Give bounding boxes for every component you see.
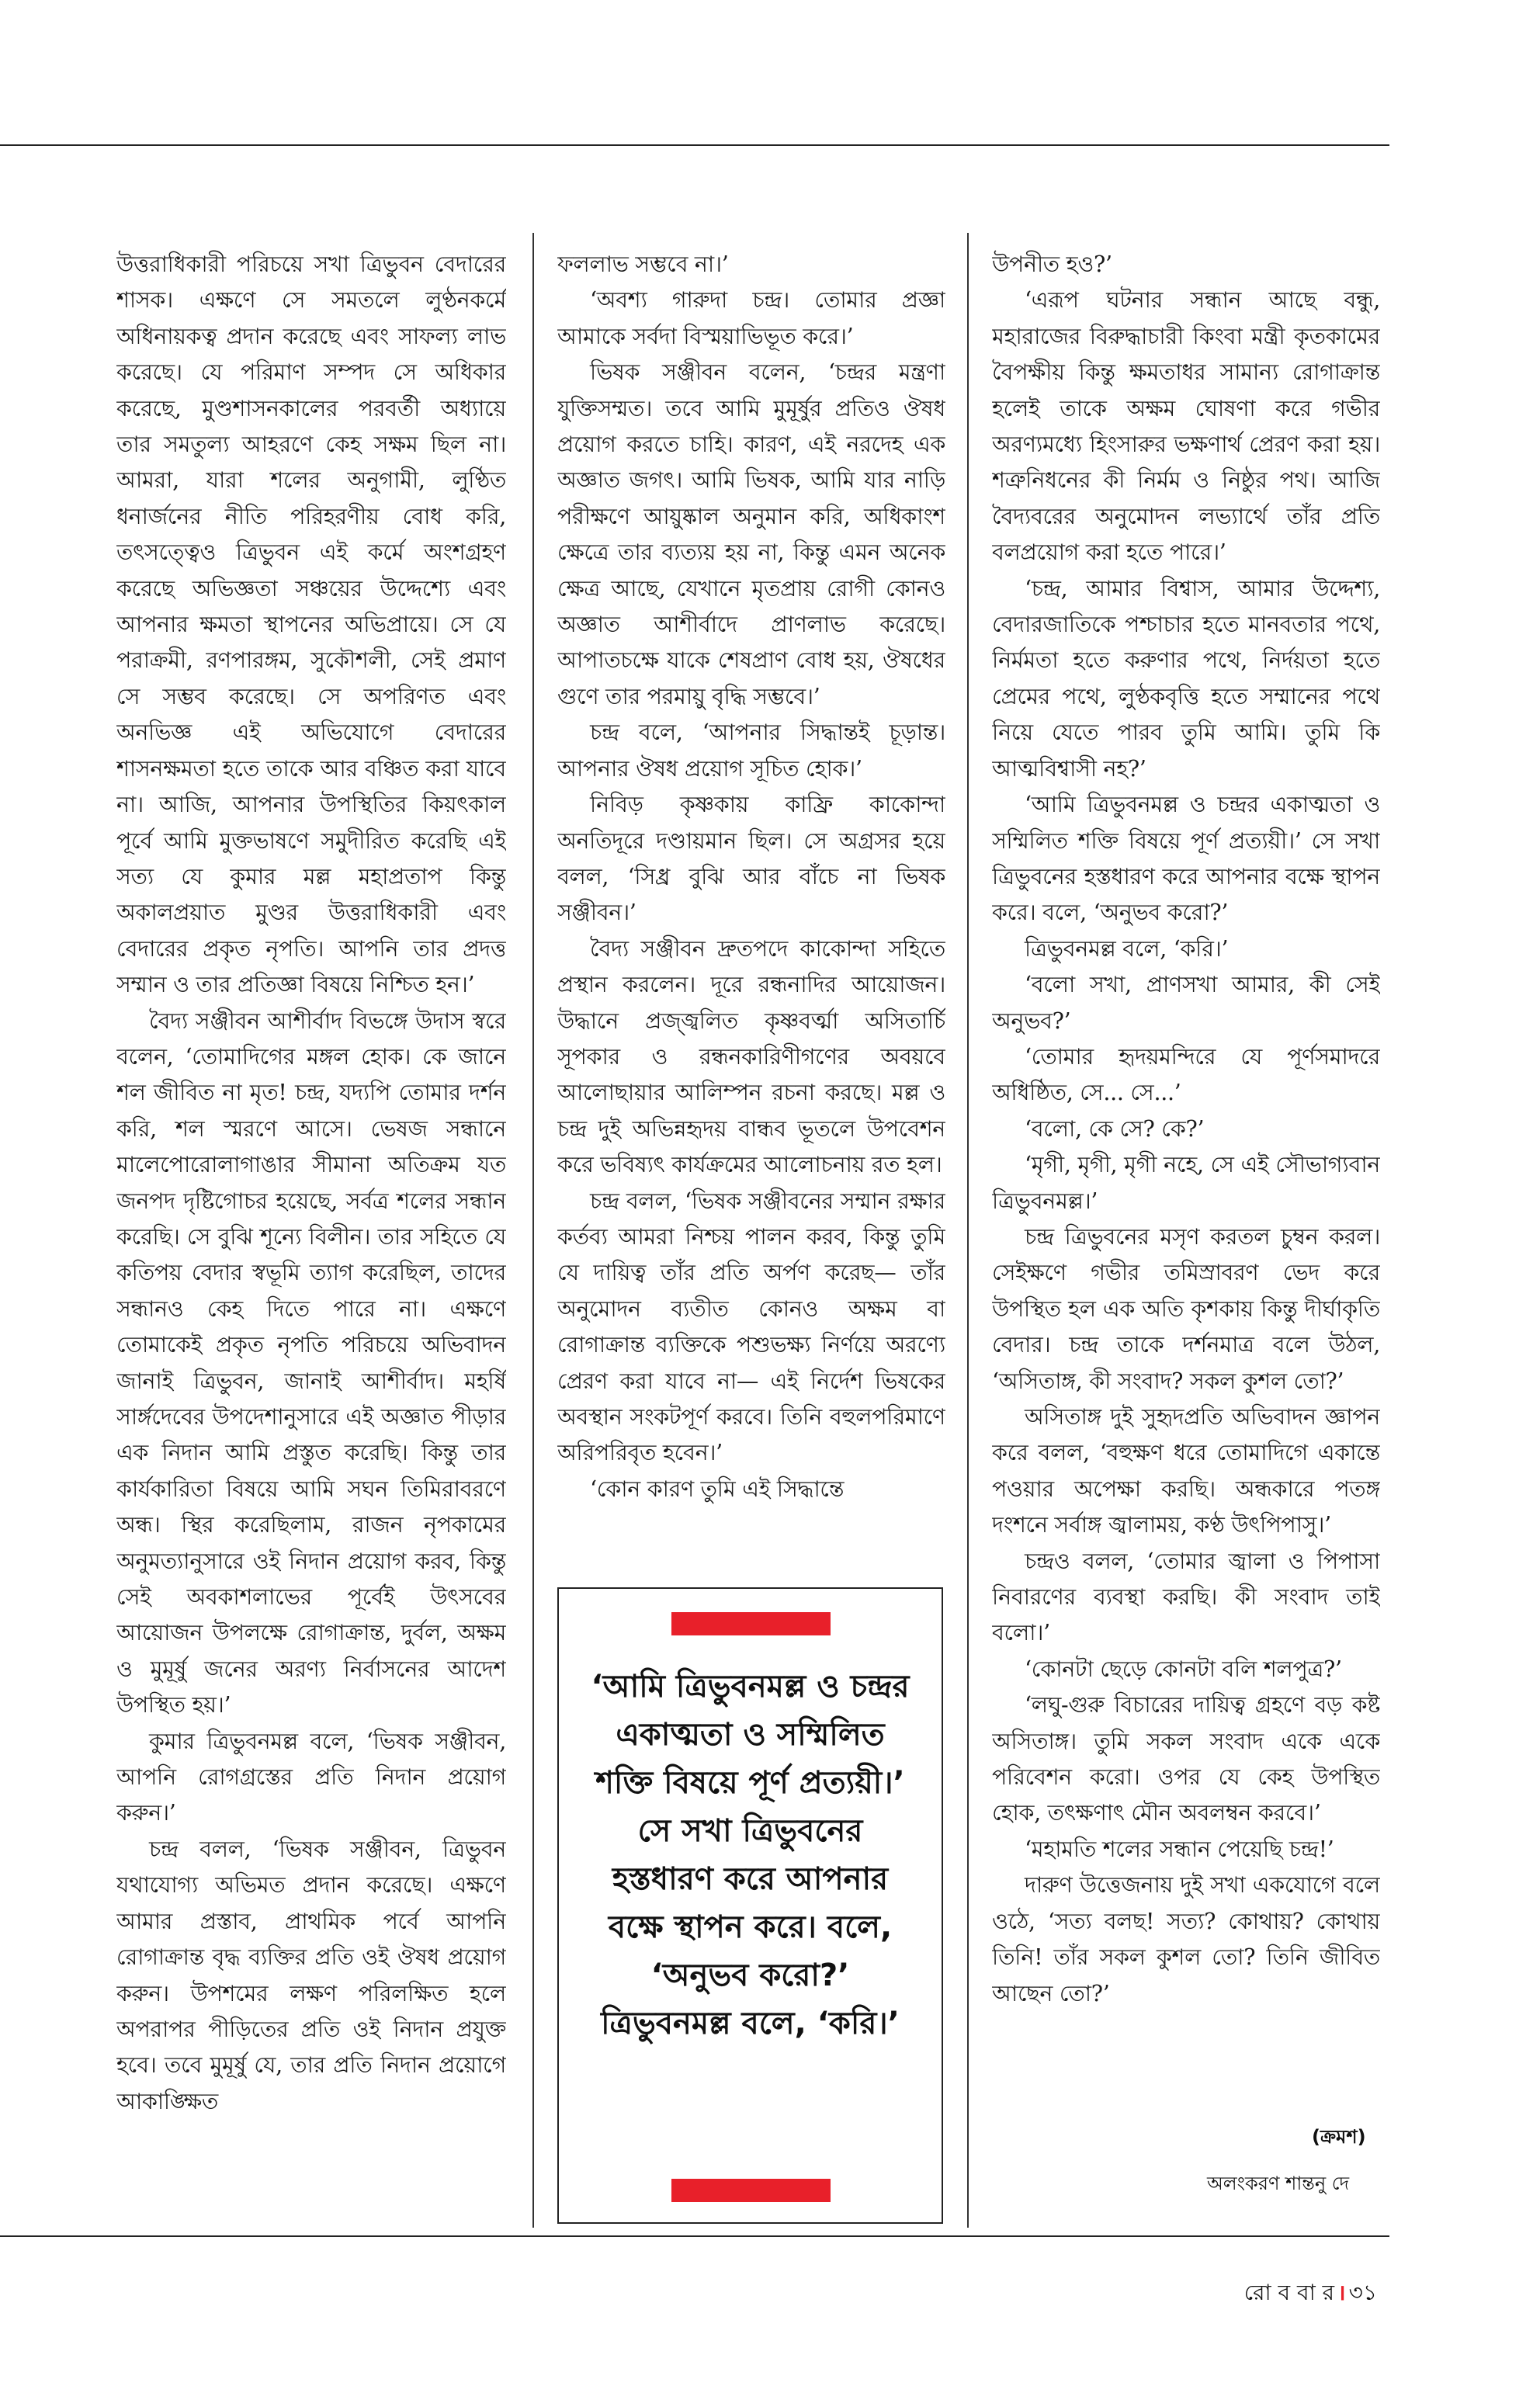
paragraph: চন্দ্র বলে, ‘আপনার সিদ্ধান্তই চূড়ান্ত। আপনার ঔষধ প্রয়োগ সূচিত হোক।’ bbox=[557, 720, 945, 782]
continued-label: (ক্রমশ) bbox=[1312, 2126, 1366, 2148]
article-column-1 bbox=[116, 247, 506, 2222]
paragraph: ‘চন্দ্র, আমার বিশ্বাস, আমার উদ্দেশ্য, বেদারজাতিকে পশ্চাচার হতে মানবতার পথে, নির্মমতা হতে করুণার পথে, নির্দয়তা হতে প্রেমের পথে, লুণ্ঠকবৃত্তি হতে সম্মানের পথে নিয়ে যেতে পারব তুমি আমি। তুমি কি আত্মবিশ্বাসী নহ?’ bbox=[992, 575, 1380, 782]
paragraph: ত্রিভুবনমল্ল বলে, ‘করি।’ bbox=[1025, 935, 1229, 962]
paragraph: নিবিড় কৃষ্ণকায় কাফ্রি কাকোন্দা অনতিদূরে দণ্ডায়মান ছিল। সে অগ্রসর হয়ে বলল, ‘সিধ্র বুঝি আর বাঁচে না ভিষক সঞ্জীবন।’ bbox=[557, 792, 945, 926]
paragraph: ‘অবশ্য গারুদা চন্দ্র। তোমার প্রজ্ঞা আমাকে সর্বদা বিস্ময়াভিভূত করে।’ bbox=[557, 287, 945, 349]
illustration-credit: অলংকরণ শান্তনু দে bbox=[1207, 2173, 1350, 2194]
paragraph: ‘কোনটা ছেড়ে কোনটা বলি শলপুত্র?’ bbox=[1025, 1656, 1342, 1682]
pull-quote-top-bar bbox=[671, 1612, 831, 1635]
column-divider bbox=[532, 233, 534, 2228]
page-footer bbox=[1244, 2276, 1377, 2312]
paragraph: চন্দ্র বলল, ‘ভিষক সঞ্জীবন, ত্রিভুবন যথাযোগ্য অভিমত প্রদান করেছে। এক্ষণে আমার প্রস্তাব, প্রাথমিক পর্বে আপনি রোগাক্রান্ত বৃদ্ধ ব্যক্তির প্রতি ওই ঔষধ প্রয়োগ করুন। উপশমের লক্ষণ পরিলক্ষিত হলে অপরাপর পীড়িতের প্রতি ওই নিদান প্রযুক্ত হবে। তবে মুমূর্ষু যে, তার প্রতি নিদান প্রয়োগে আকাঙ্ক্ষিত bbox=[116, 1836, 506, 2114]
paragraph: ফললাভ সম্ভবে না।’ bbox=[557, 251, 729, 277]
article-column-2 bbox=[557, 247, 945, 1574]
article-column-3 bbox=[992, 247, 1380, 2086]
paragraph: চন্দ্রও বলল, ‘তোমার জ্বালা ও পিপাসা নিবারণের ব্যবস্থা করছি। কী সংবাদ তাই বলো।’ bbox=[992, 1548, 1380, 1646]
magazine-name: রো ব বা র bbox=[1243, 2280, 1334, 2305]
paragraph: ‘মৃগী, মৃগী, মৃগী নহে, সে এই সৌভাগ্যবান ত্রিভুবনমল্ল।’ bbox=[992, 1152, 1380, 1214]
pull-quote-bottom-bar bbox=[671, 2179, 831, 2202]
column-divider bbox=[967, 233, 969, 2228]
paragraph: বৈদ্য সঞ্জীবন আশীর্বাদ বিভঙ্গে উদাস স্বরে বলেন, ‘তোমাদিগের মঙ্গল হোক। কে জানে শল জীবিত না মৃত! চন্দ্র, যদ্যপি তোমার দর্শন করি, শল স্মরণে আসে। ভেষজ সন্ধানে মালেপোরোলাগাঙার সীমানা অতিক্রম যত জনপদ দৃষ্টিগোচর হয়েছে, সর্বত্র শলের সন্ধান করেছি। সে বুঝি শূন্যে বিলীন। তার সহিতে যে কতিপয় বেদার স্বভূমি ত্যাগ করেছিল, তাদের সন্ধানও কেহ দিতে পারে না। এক্ষণে তোমাকেই প্রকৃত নৃপতি পরিচয়ে অভিবাদন জানাই ত্রিভুবন, জানাই আশীর্বাদ। মহর্ষি সার্ঙ্গদেবের উপদেশানুসারে এই অজ্ঞাত পীড়ার এক নিদান আমি প্রস্তুত করেছি। কিন্তু তার কার্যকারিতা বিষয়ে আমি সঘন তিমিরাবরণে অন্ধ। স্থির করেছিলাম, রাজন নৃপকামের অনুমত্যানুসারে ওই নিদান প্রয়োগ করব, কিন্তু সেই অবকাশলাভের পূর্বেই উৎসবের আয়োজন উপলক্ষে রোগাক্রান্ত, দুর্বল, অক্ষম ও মুমূর্ষু জনের অরণ্য নির্বাসনের আদেশ উপস্থিত হয়।’ bbox=[116, 1007, 506, 1718]
pull-quote: ‘আমি ত্রিভুবনমল্ল ও চন্দ্রর একাত্মতা ও সম্মিলিত শক্তি বিষয়ে পূর্ণ প্রত্যয়ী।’ সে সখা ত্রিভুবনের হস্তধারণ করে আপনার বক্ষে স্থাপন করে। বলে, ‘অনুভব করো?’ ত্রিভুবনমল্ল বলে, ‘করি।’ bbox=[591, 1669, 910, 2041]
paragraph: চন্দ্র বলল, ‘ভিষক সঞ্জীবনের সম্মান রক্ষার কর্তব্য আমরা নিশ্চয় পালন করব, কিন্তু তুমি যে দায়িত্ব তাঁর প্রতি অর্পণ করেছ— তাঁর অনুমোদন ব্যতীত কোনও অক্ষম বা রোগাক্রান্ত ব্যক্তিকে পশুভক্ষ্য নির্ণয়ে অরণ্যে প্রেরণ করা যাবে না— এই নির্দেশ ভিষকের অবস্থান সংকটপূর্ণ করবে। তিনি বহুলপরিমাণে অরিপরিবৃত হবেন।’ bbox=[557, 1188, 945, 1466]
paragraph: ‘তোমার হৃদয়মন্দিরে যে পূর্ণসমাদরে অধিষ্ঠিত, সে... সে...’ bbox=[992, 1043, 1380, 1106]
bottom-rule bbox=[0, 2235, 1389, 2237]
paragraph: উপনীত হও?’ bbox=[992, 251, 1112, 277]
paragraph: দারুণ উত্তেজনায় দুই সখা একযোগে বলে ওঠে, ‘সত্য বলছ! সত্য? কোথায়? কোথায় তিনি! তাঁর সকল কুশল তো? তিনি জীবিত আছেন তো?’ bbox=[992, 1872, 1380, 2006]
paragraph: ভিষক সঞ্জীবন বলেন, ‘চন্দ্রর মন্ত্রণা যুক্তিসম্মত। তবে আমি মুমূর্ষুর প্রতিও ঔষধ প্রয়োগ করতে চাহি। কারণ, এই নরদেহ এক অজ্ঞাত জগৎ। আমি ভিষক, আমি যার নাড়ি পরীক্ষণে আয়ুষ্কাল অনুমান করি, অধিকাংশ ক্ষেত্রে তার ব্যত্যয় হয় না, কিন্তু এমন অনেক ক্ষেত্র আছে, যেখানে মৃতপ্রায় রোগী কোনও অজ্ঞাত আশীর্বাদে প্রাণলাভ করেছে। আপাতচক্ষে যাকে শেষপ্রাণ বোধ হয়, ঔষধের গুণে তার পরমায়ু বৃদ্ধি সম্ভবে।’ bbox=[557, 359, 945, 709]
pull-quote-box bbox=[557, 1587, 943, 2224]
top-rule bbox=[0, 144, 1389, 146]
paragraph: অসিতাঙ্গ দুই সুহৃদপ্রতি অভিবাদন জ্ঞাপন করে বলল, ‘বহুক্ষণ ধরে তোমাদিগে একান্তে পওয়ার অপেক্ষা করছি। অন্ধকারে পতঙ্গ দংশনে সর্বাঙ্গ জ্বালাময়, কণ্ঠ উৎপিপাসু।’ bbox=[992, 1404, 1380, 1538]
paragraph: ‘লঘু-গুরু বিচারের দায়িত্ব গ্রহণে বড় কষ্ট অসিতাঙ্গ। তুমি সকল সংবাদ একে একে পরিবেশন করো। ওপর যে কেহ উপস্থিত হোক, তৎক্ষণাৎ মৌন অবলম্বন করবে।’ bbox=[992, 1692, 1380, 1826]
paragraph: ‘আমি ত্রিভুবনমল্ল ও চন্দ্রর একাত্মতা ও সম্মিলিত শক্তি বিষয়ে পূর্ণ প্রত্যয়ী।’ সে সখা ত্রিভুবনের হস্তধারণ করে আপনার বক্ষে স্থাপন করে। বলে, ‘অনুভব করো?’ bbox=[992, 792, 1380, 926]
paragraph: ‘বলো, কে সে? কে?’ bbox=[1025, 1115, 1205, 1142]
paragraph: কুমার ত্রিভুবনমল্ল বলে, ‘ভিষক সঞ্জীবন, আপনি রোগগ্রস্তের প্রতি নিদান প্রয়োগ করুন।’ bbox=[116, 1728, 506, 1826]
paragraph: ‘কোন কারণ তুমি এই সিদ্ধান্তে bbox=[590, 1476, 845, 1502]
paragraph: চন্দ্র ত্রিভুবনের মসৃণ করতল চুম্বন করল। সেইক্ষণে গভীর তমিস্রাবরণ ভেদ করে উপস্থিত হল এক অতি কৃশকায় কিন্তু দীর্ঘাকৃতি বেদার। চন্দ্র তাকে দর্শনমাত্র বলে উঠল, ‘অসিতাঙ্গ, কী সংবাদ? সকল কুশল তো?’ bbox=[992, 1223, 1380, 1394]
footer-separator: । bbox=[1337, 2280, 1346, 2305]
paragraph: ‘বলো সখা, প্রাণসখা আমার, কী সেই অনুভব?’ bbox=[992, 972, 1380, 1034]
page-number: ৩১ bbox=[1348, 2280, 1377, 2305]
paragraph: বৈদ্য সঞ্জীবন দ্রুতপদে কাকোন্দা সহিতে প্রস্থান করলেন। দূরে রন্ধনাদির আয়োজন। উদ্ধানে প্রজ্জ্বলিত কৃষ্ণবর্ত্মা অসিতার্চি সূপকার ও রন্ধনকারিণীগণের অবয়বে আলোছায়ার আলিম্পন রচনা করছে। মল্ল ও চন্দ্র দুই অভিন্নহৃদয় বান্ধব ভূতলে উপবেশন করে ভবিষ্যৎ কার্যক্রমের আলোচনায় রত হল। bbox=[557, 935, 945, 1178]
paragraph: ‘এরূপ ঘটনার সন্ধান আছে বন্ধু, মহারাজের বিরুদ্ধাচারী কিংবা মন্ত্রী কৃতকামের বৈপক্ষীয় কিন্তু ক্ষমতাধর সামান্য রোগাক্রান্ত হলেই তাকে অক্ষম ঘোষণা করে গভীর অরণ্যমধ্যে হিংসারুর ভক্ষণার্থ প্রেরণ করা হয়। শত্রুনিধনের কী নির্মম ও নিষ্ঠুর পথ। আজি বৈদ্যবরের অনুমোদন লভ্যার্থে তাঁর প্রতি বলপ্রয়োগ করা হতে পারে।’ bbox=[992, 287, 1380, 566]
paragraph: উত্তরাধিকারী পরিচয়ে সখা ত্রিভুবন বেদারের শাসক। এক্ষণে সে সমতলে লুণ্ঠনকর্মে অধিনায়কত্ব প্রদান করেছে এবং সাফল্য লাভ করেছে। যে পরিমাণ সম্পদ সে অধিকার করেছে, মুণ্ডশাসনকালের পরবর্তী অধ্যায়ে তার সমতুল্য আহরণে কেহ সক্ষম ছিল না। আমরা, যারা শলের অনুগামী, লুণ্ঠিত ধনার্জনের নীতি পরিহরণীয় বোধ করি, তৎসত্ত্বেও ত্রিভুবন এই কর্মে অংশগ্রহণ করেছে অভিজ্ঞতা সঞ্চয়ের উদ্দেশ্যে এবং আপনার ক্ষমতা স্থাপনের অভিপ্রায়ে। সে যে পরাক্রমী, রণপারঙ্গম, সুকৌশলী, সেই প্রমাণ সে সম্ভব করেছে। সে অপরিণত এবং অনভিজ্ঞ এই অভিযোগে বেদারের শাসনক্ষমতা হতে তাকে আর বঞ্চিত করা যাবে না। আজি, আপনার উপস্থিতির কিয়ৎকাল পূর্বে আমি মুক্তভাষণে সমুদীরিত করেছি এই সত্য যে কুমার মল্ল মহাপ্রতাপ কিন্তু অকালপ্রয়াত মুণ্ডর উত্তরাধিকারী এবং বেদারের প্রকৃত নৃপতি। আপনি তার প্রদত্ত সম্মান ও তার প্রতিজ্ঞা বিষয়ে নিশ্চিত হন।’ bbox=[116, 251, 506, 998]
paragraph: ‘মহামতি শলের সন্ধান পেয়েছি চন্দ্র!’ bbox=[1025, 1836, 1334, 1862]
